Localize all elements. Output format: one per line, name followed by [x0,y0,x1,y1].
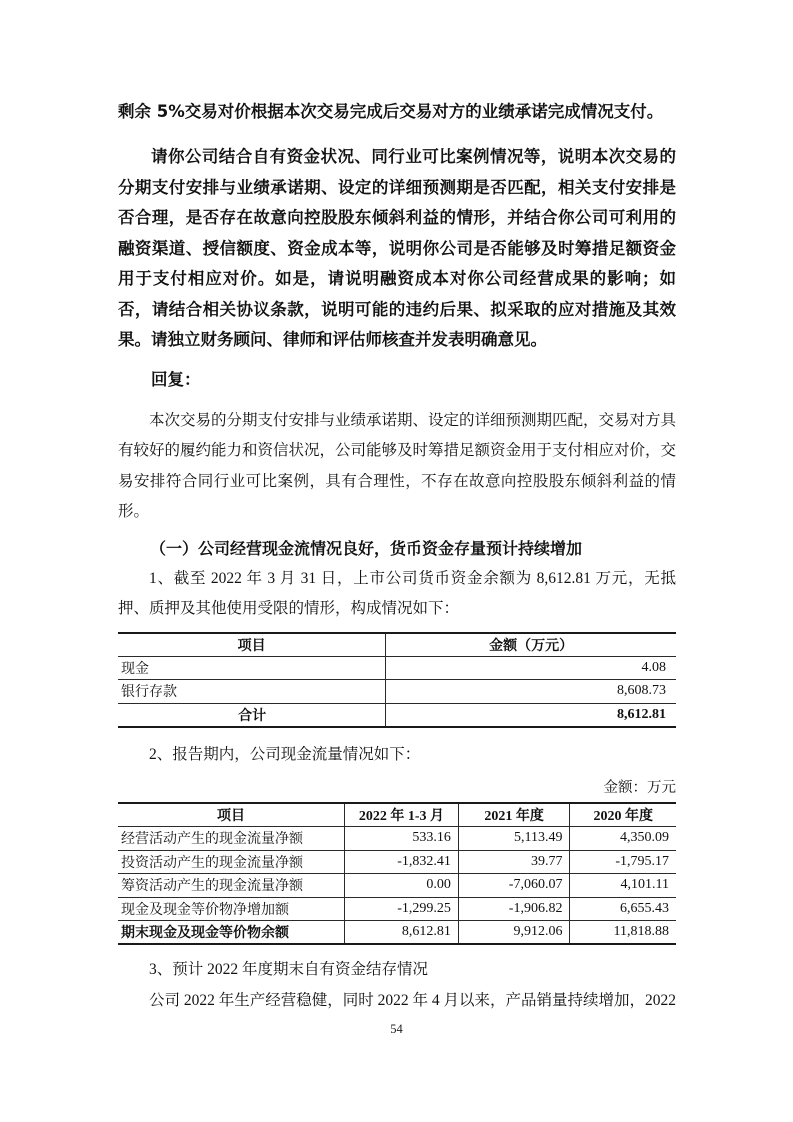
cell-value: 4,350.09 [570,827,676,851]
table-header-row [118,803,676,827]
column-header: 项目 [118,803,345,827]
page-number: 54 [390,1022,403,1036]
table-row [118,874,676,898]
cell-value: 9,912.06 [458,921,570,945]
table-row [118,656,676,680]
paragraph-cash-balance: 1、截至 2022 年 3 月 31 日，上市公司货币资金余额为 8,612.81 万元，无抵押、质押及其他使用受限的情形，构成情况如下： [118,569,676,617]
column-header: 金额（万元） [386,633,676,657]
table-row [118,850,676,874]
row-label: 经营活动产生的现金流量净额 [118,827,345,851]
table-unit-note: 金额：万元 [603,780,676,796]
cash-composition-table [118,632,676,728]
cell-value: 533.16 [345,827,459,851]
row-label: 合计 [238,708,267,724]
reply-paragraph: 本次交易的分期支付安排与业绩承诺期、设定的详细预测期匹配，交易对方具有较好的履约能力和资信状况，公司能够及时筹措足额资金用于支付相应对价，交易安排符合同行业可比案例，具有合理性，不存在故意向控股股东倾斜利益的情形。 [118,411,677,520]
question-paragraph: 请你公司结合自有资金状况、同行业可比案例情况等，说明本次交易的分期支付安排与业绩承诺期、设定的详细预测期是否匹配，相关支付安排是否合理，是否存在故意向控股股东倾斜利益的情形，并结合你公司可利用的融资渠道、授信额度、资金成本等，说明你公司是否能够及时筹措足额资金用于支付相应对价。如是，请说明融资成本对你公司经营成果的影响；如否，请结合相关协议条款，说明可能的违约后果、拟采取的应对措施及其效果。请独立财务顾问、律师和评估师核查并发表明确意见。 [118,147,676,349]
cell-value: 4,101.11 [570,874,676,898]
paragraph-forecast-heading: 3、预计 2022 年度期末自有资金结存情况 [149,961,429,978]
cell-value: -1,795.17 [570,850,676,874]
table-row [118,680,676,704]
table-row [118,703,676,727]
row-label: 筹资活动产生的现金流量净额 [118,874,345,898]
cell-value: 8,612.81 [386,703,676,727]
table-row [118,921,676,945]
cell-value: -1,906.82 [458,897,570,921]
cell-value: 4.08 [386,656,676,680]
section-heading: （一）公司经营现金流情况良好，货币资金存量预计持续增加 [150,538,583,558]
cell-value: 39.77 [458,850,570,874]
cell-value: 0.00 [345,874,459,898]
cell-value: 5,113.49 [458,827,570,851]
column-header: 2021 年度 [458,803,570,827]
cash-flow-table [118,802,676,945]
cell-value: 8,608.73 [386,680,676,704]
cell-value: 6,655.43 [570,897,676,921]
row-label: 投资活动产生的现金流量净额 [118,850,345,874]
table-row [118,897,676,921]
cell-value: -1,299.25 [345,897,459,921]
cell-value: 11,818.88 [570,921,676,945]
row-label: 现金 [118,656,386,680]
row-label: 现金及现金等价物净增加额 [118,897,345,921]
cell-value: -7,060.07 [458,874,570,898]
column-header: 2022 年 1-3 月 [345,803,459,827]
column-header: 2020 年度 [570,803,676,827]
row-label: 银行存款 [118,680,386,704]
row-label: 期末现金及现金等价物余额 [121,926,289,941]
table-row [118,827,676,851]
table-header-row [118,633,676,657]
column-header: 项目 [118,633,386,657]
paragraph-cash-flow-intro: 2、报告期内，公司现金流量情况如下： [149,745,421,763]
cell-value: -1,832.41 [345,850,459,874]
reply-label: 回复： [151,369,201,389]
paragraph-forecast-body: 公司 2022 年生产经营稳健，同时 2022 年 4 月以来，产品销量持续增加，2022 [149,991,677,1009]
cell-value: 8,612.81 [345,921,459,945]
lead-paragraph: 剩余 5%交易对价根据本次交易完成后交易对方的业绩承诺完成情况支付。 [118,102,664,121]
